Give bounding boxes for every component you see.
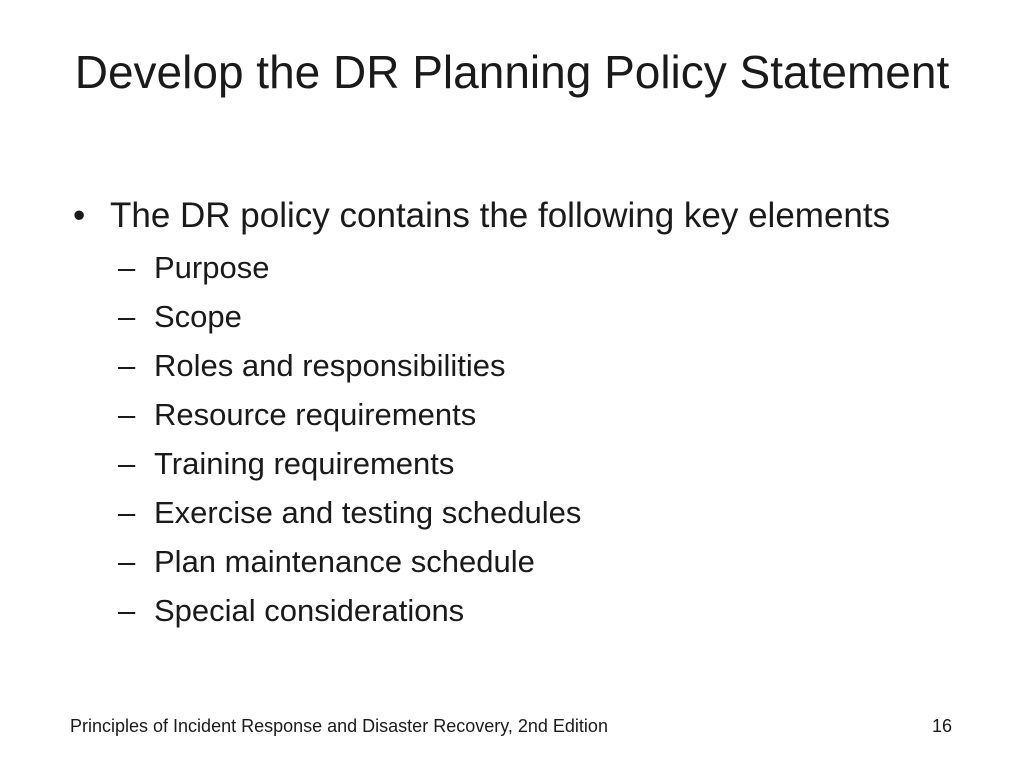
slide-content bbox=[70, 192, 970, 635]
bullet-item bbox=[70, 192, 970, 240]
sub-bullet-item bbox=[70, 439, 970, 488]
sub-bullet-marker: – bbox=[118, 299, 136, 334]
sub-bullet-text: Resource requirements bbox=[154, 397, 477, 432]
sub-bullet-text: Plan maintenance schedule bbox=[154, 544, 535, 579]
sub-bullet-text: Purpose bbox=[154, 250, 270, 285]
sub-bullet-marker: – bbox=[118, 544, 136, 579]
footer-book-title: Principles of Incident Response and Disaster Recovery, 2nd Edition bbox=[70, 716, 608, 736]
sub-bullet-marker: – bbox=[118, 593, 136, 628]
slide-title: Develop the DR Planning Policy Statement bbox=[74, 46, 950, 98]
sub-bullet-text: Exercise and testing schedules bbox=[154, 495, 582, 530]
sub-bullet-marker: – bbox=[118, 250, 136, 285]
sub-bullet-marker: – bbox=[118, 446, 136, 481]
bullet-marker: • bbox=[73, 196, 86, 235]
sub-bullet-list bbox=[70, 243, 970, 635]
sub-bullet-text: Scope bbox=[154, 299, 242, 334]
sub-bullet-item bbox=[70, 537, 970, 586]
slide-number: 16 bbox=[931, 716, 952, 736]
sub-bullet-item bbox=[70, 488, 970, 537]
sub-bullet-item bbox=[70, 586, 970, 635]
bullet-text: The DR policy contains the following key elements bbox=[110, 196, 891, 235]
sub-bullet-item bbox=[70, 243, 970, 292]
sub-bullet-text: Roles and responsibilities bbox=[154, 348, 506, 383]
sub-bullet-item bbox=[70, 390, 970, 439]
sub-bullet-text: Special considerations bbox=[154, 593, 465, 628]
sub-bullet-item bbox=[70, 292, 970, 341]
sub-bullet-text: Training requirements bbox=[154, 446, 455, 481]
sub-bullet-marker: – bbox=[118, 348, 136, 383]
sub-bullet-item bbox=[70, 341, 970, 390]
sub-bullet-marker: – bbox=[118, 397, 136, 432]
sub-bullet-marker: – bbox=[118, 495, 136, 530]
